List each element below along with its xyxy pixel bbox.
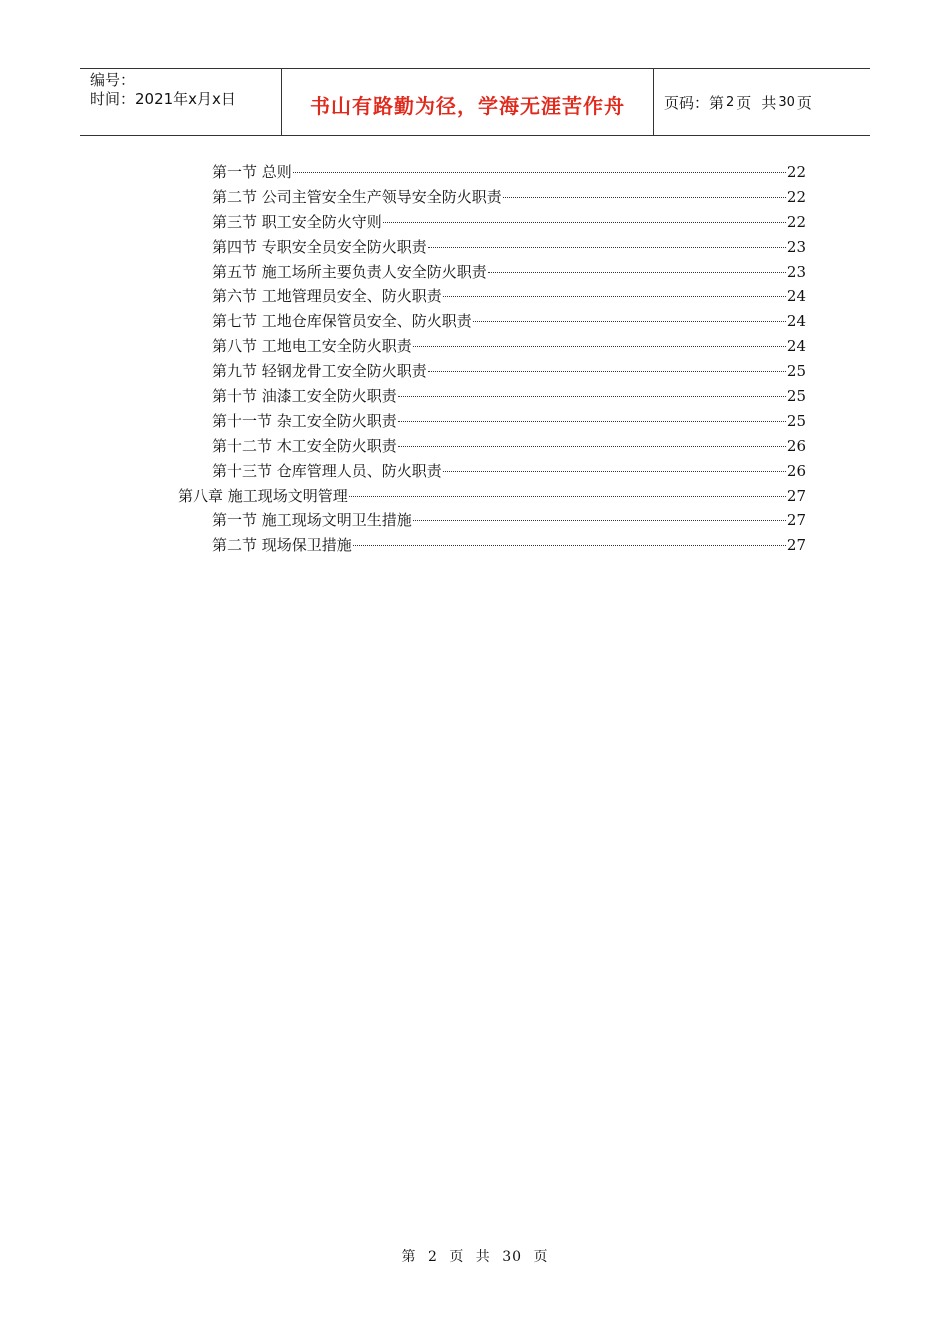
- document-date-label: 时间：2021年x月x日: [90, 90, 236, 108]
- toc-entry-page: 22: [786, 187, 806, 206]
- toc-entry-title: 第四节 专职安全员安全防火职责: [212, 237, 427, 256]
- toc-entry[interactable]: [178, 384, 806, 409]
- toc-entry[interactable]: [178, 533, 806, 558]
- footer-prefix: 第: [401, 1249, 417, 1265]
- toc-dot-leader: [349, 496, 786, 497]
- header-page-total: 30: [778, 94, 795, 110]
- toc-entry-page: 25: [786, 411, 806, 430]
- toc-entry[interactable]: [178, 235, 806, 260]
- footer-total-unit: 页: [533, 1249, 549, 1265]
- toc-entry-page: 27: [786, 511, 806, 530]
- toc-entry-title: 第七节 工地仓库保管员安全、防火职责: [212, 312, 472, 331]
- toc-entry-title: 第二节 公司主管安全生产领导安全防火职责: [212, 187, 502, 206]
- toc-dot-leader: [398, 446, 786, 447]
- toc-entry-page: 26: [786, 436, 806, 455]
- footer-total-label: 共: [475, 1249, 491, 1265]
- toc-entry-page: 23: [786, 237, 806, 256]
- toc-entry-title: 第十二节 木工安全防火职责: [212, 436, 397, 455]
- toc-entry[interactable]: [178, 359, 806, 384]
- toc-entry-page: 22: [786, 212, 806, 231]
- toc-entry-title: 第二节 现场保卫措施: [212, 536, 352, 555]
- toc-entry[interactable]: [178, 260, 806, 285]
- toc-entry[interactable]: [178, 185, 806, 210]
- toc-entry[interactable]: [178, 284, 806, 309]
- page-header: [80, 68, 870, 136]
- toc-entry[interactable]: [178, 484, 806, 509]
- toc-dot-leader: [398, 396, 786, 397]
- page-footer: [0, 1246, 950, 1266]
- toc-entry-title: 第五节 施工场所主要负责人安全防火职责: [212, 262, 487, 281]
- toc-entry-title: 第八章 施工现场文明管理: [178, 486, 348, 505]
- toc-entry-page: 27: [786, 536, 806, 555]
- toc-entry-page: 22: [786, 163, 806, 181]
- footer-page-unit: 页: [449, 1249, 465, 1265]
- toc-dot-leader: [413, 520, 786, 521]
- toc-dot-leader: [473, 321, 786, 322]
- toc-entry[interactable]: [178, 160, 806, 185]
- toc-entry-page: 24: [786, 337, 806, 356]
- document-number-label: 编号：: [90, 71, 136, 89]
- toc-entry[interactable]: [178, 334, 806, 359]
- toc-entry-page: 25: [786, 362, 806, 381]
- table-of-contents: [178, 160, 806, 558]
- header-page-total-label: 共: [761, 93, 777, 112]
- toc-entry-title: 第九节 轻钢龙骨工安全防火职责: [212, 362, 427, 381]
- toc-entry-title: 第十一节 杂工安全防火职责: [212, 411, 397, 430]
- toc-entry[interactable]: [178, 409, 806, 434]
- header-page-total-unit: 页: [796, 93, 812, 112]
- toc-dot-leader: [488, 272, 786, 273]
- toc-entry[interactable]: [178, 508, 806, 533]
- header-motto-cell: [282, 69, 654, 135]
- header-motto: 书山有路勤为径，学海无涯苦作舟: [310, 93, 625, 118]
- header-page-cell: [654, 69, 870, 135]
- header-page-unit: 页: [736, 93, 752, 112]
- toc-entry-page: 26: [786, 461, 806, 480]
- toc-entry-title: 第十节 油漆工安全防火职责: [212, 387, 397, 406]
- toc-dot-leader: [428, 247, 786, 248]
- toc-entry-title: 第八节 工地电工安全防火职责: [212, 337, 412, 356]
- toc-dot-leader: [293, 172, 786, 173]
- toc-entry[interactable]: [178, 210, 806, 235]
- header-page-current: 2: [726, 94, 735, 110]
- toc-entry[interactable]: [178, 434, 806, 459]
- toc-entry-page: 23: [786, 262, 806, 281]
- toc-entry[interactable]: [178, 459, 806, 484]
- toc-dot-leader: [503, 197, 786, 198]
- toc-dot-leader: [383, 222, 786, 223]
- toc-entry-page: 27: [786, 486, 806, 505]
- footer-page-total: 30: [502, 1249, 523, 1265]
- footer-page-current: 2: [427, 1249, 438, 1265]
- header-page-label: 页码：第: [664, 93, 725, 112]
- toc-dot-leader: [443, 471, 786, 472]
- toc-entry-title: 第三节 职工安全防火守则: [212, 212, 382, 231]
- toc-dot-leader: [413, 346, 786, 347]
- toc-entry-page: 24: [786, 287, 806, 306]
- toc-entry-title: 第一节 施工现场文明卫生措施: [212, 511, 412, 530]
- toc-entry[interactable]: [178, 309, 806, 334]
- toc-entry-page: 25: [786, 387, 806, 406]
- toc-entry-page: 24: [786, 312, 806, 331]
- toc-dot-leader: [398, 421, 786, 422]
- toc-entry-title: 第一节 总则: [212, 163, 292, 181]
- toc-dot-leader: [443, 296, 786, 297]
- toc-dot-leader: [353, 545, 786, 546]
- header-info-cell: [80, 69, 282, 135]
- toc-entry-title: 第十三节 仓库管理人员、防火职责: [212, 461, 442, 480]
- toc-dot-leader: [428, 371, 786, 372]
- toc-entry-title: 第六节 工地管理员安全、防火职责: [212, 287, 442, 306]
